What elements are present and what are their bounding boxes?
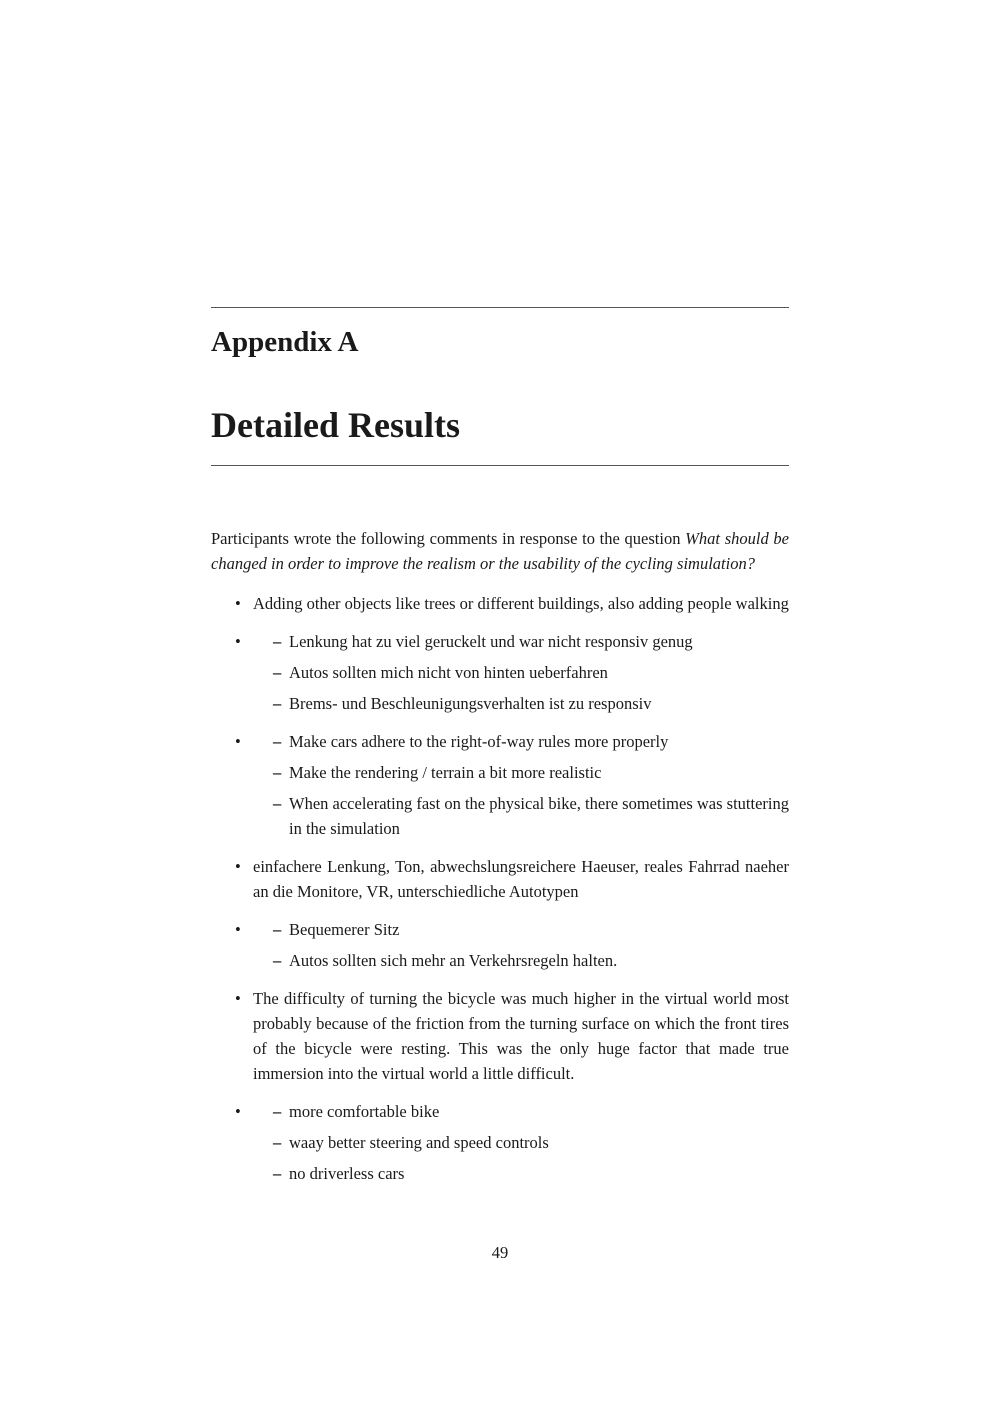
comment-subitem: – no driverless cars bbox=[253, 1161, 789, 1186]
comment-subitem: – • Lenkung hat zu viel geruckelt und war nicht responsiv genug bbox=[253, 629, 789, 654]
comment-subitem: – When accelerating fast on the physical bike, there sometimes was stuttering in the simulation bbox=[253, 791, 789, 841]
comment-subitem: – Make the rendering / terrain a bit more realistic bbox=[253, 760, 789, 785]
comment-item bbox=[211, 729, 789, 841]
comment-item bbox=[211, 629, 789, 716]
appendix-label: Appendix A bbox=[211, 326, 359, 358]
page-body bbox=[211, 526, 789, 1199]
intro-paragraph bbox=[211, 526, 789, 576]
comment-sublist bbox=[253, 629, 789, 716]
comments-list bbox=[211, 591, 789, 1186]
comment-text: einfachere Lenkung, Ton, abwechslungsreichere Haeuser, reales Fahrrad naeher an die Monitore, VR, unterschiedliche Autotypen bbox=[253, 857, 789, 901]
intro-text: Participants wrote the following comments in response to the question bbox=[211, 529, 686, 548]
comment-sublist bbox=[253, 729, 789, 841]
comment-text: Adding other objects like trees or different buildings, also adding people walking bbox=[253, 594, 789, 613]
comment-subitem: – Brems- und Beschleunigungsverhalten ist zu responsiv bbox=[253, 691, 789, 716]
chapter-title: Detailed Results bbox=[211, 405, 460, 445]
comment-item bbox=[211, 917, 789, 973]
comment-subitem: – Autos sollten sich mehr an Verkehrsregeln halten. bbox=[253, 948, 789, 973]
comment-item bbox=[211, 1099, 789, 1186]
comment-subitem: – • Make cars adhere to the right-of-way rules more properly bbox=[253, 729, 789, 754]
chapter-top-rule bbox=[211, 307, 789, 308]
comment-sublist bbox=[253, 917, 789, 973]
comment-subitem: – waay better steering and speed controls bbox=[253, 1130, 789, 1155]
page-number: 49 bbox=[491, 1243, 509, 1262]
comment-text: The difficulty of turning the bicycle was much higher in the virtual world most probably because of the friction from the turning surface on which the front tires of the bicycle were resting. This was the only huge factor that made true immersion into the virtual world a little difficult. bbox=[253, 989, 789, 1083]
intro-question: What should be changed in order to improve the realism or the usability of the cycling simulation? bbox=[211, 529, 789, 573]
comment-item bbox=[211, 986, 789, 1086]
chapter-bottom-rule bbox=[211, 465, 789, 466]
comment-subitem: – • more comfortable bike bbox=[253, 1099, 789, 1124]
comment-sublist bbox=[253, 1099, 789, 1186]
comment-subitem: – Autos sollten mich nicht von hinten ueberfahren bbox=[253, 660, 789, 685]
comment-item bbox=[211, 591, 789, 616]
comment-item bbox=[211, 854, 789, 904]
comment-subitem: – • Bequemerer Sitz bbox=[253, 917, 789, 942]
